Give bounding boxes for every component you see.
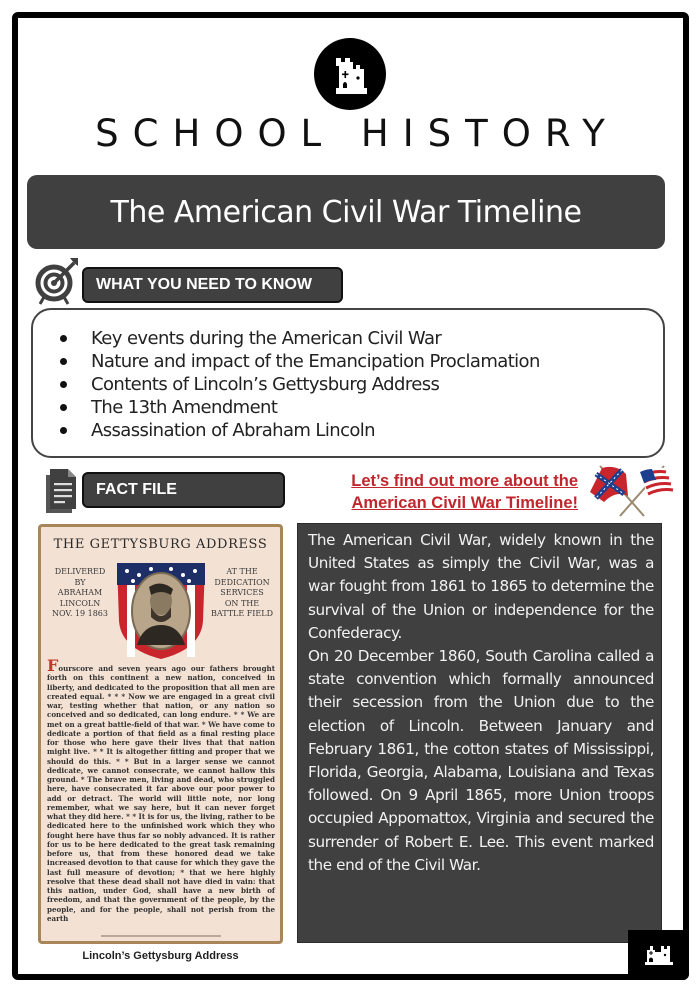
list-item: Key events during the American Civil War [57,327,540,350]
lincoln-portrait-shield [113,561,209,661]
crossed-flags-icon [586,462,678,518]
image-left-caption: DELIVERED BY ABRAHAM LINCOLN NOV. 19 1863 [52,567,108,618]
page-title: The American Civil War Timeline [110,194,582,230]
target-arrow-icon [34,254,84,306]
list-item: The 13th Amendment [57,396,540,419]
list-item: Nature and impact of the Emancipation Proclamation [57,350,540,373]
fact-file-label: FACT FILE [82,472,285,508]
what-you-need-to-know-label: WHAT YOU NEED TO KNOW [82,267,343,303]
fact-paragraph-1: The American Civil War, widely known in the United States as simply the Civil War, was a war fought from 1861 to 1865 to determine the survival of the Union or independence for the Confederacy. [308,531,654,642]
fact-paragraph-2: On 20 December 1860, South Carolina called a state convention which formally announced their secession from the Union due to the election of Lincoln. Between January and February 1861, the cotton states of Mississippi, Florida, Georgia, Alabama, Louisiana and Texas followed. On 9 April 1865, more Union troops occupied Appomattox, Virginia and secured the surrender of Robert E. Lee. This event marked the end of the Civil War. [308,647,654,874]
image-caption: Lincoln’s Gettysburg Address [82,950,239,962]
learning-objectives-box [31,308,665,458]
castle-icon [644,942,674,966]
footer-logo-block [628,930,689,980]
learning-objectives-list [57,327,540,442]
gettysburg-address-image [38,524,283,944]
title-bar [27,175,665,249]
document-icon [42,467,78,515]
list-item: Contents of Lincoln’s Gettysburg Address [57,373,540,396]
cta-line-1: Let’s find out more about the [351,472,578,490]
gettysburg-address-text: Fourscore and seven years ago our fathers brought forth on this continent a new nation, conceived in liberty, and dedicated to the proposition that all men are created equal. * * * Now we are engaged in a great civil war, testing whether that nation, or any nation so conceived and so dedicated, can long endure. * * We are met on a great battle-field of that war. * We have come to dedicate a portion of that field as a final resting place for those who here gave their lives that that nation might live. * * It is altogether fitting and proper that we should do this. * * But in a larger sense we cannot dedicate, we cannot consecrate, we cannot hallow this ground. * The brave men, living and dead, who struggled here, have consecrated it far above our poor power to add or detract. The world will little note, nor long remember, what we say here, but it can never forget what they did here. * * It is for us, the living, rather to be dedicated here to the unfinished work which they who fought here have thus far so nobly advanced. It is rather for us to be here dedicated to the great task remaining before us, that from these honored dead we take increased devotion to that cause for which they gave the last full measure of devotion; * that we here highly resolve that these dead shall not have died in vain: that this nation, under God, shall have a new birth of freedom, and that the government of the people, by the people, and for the people, shall not perish from the earth [47,656,275,923]
brand-name: SCHOOL HISTORY [95,112,619,155]
cta-link[interactable] [330,470,578,514]
fact-text [308,529,654,877]
list-item: Assassination of Abraham Lincoln [57,419,540,442]
image-right-caption: AT THE DEDICATION SERVICES ON THE BATTLE FIELD [210,567,273,618]
castle-icon [314,38,386,110]
cta-line-2: American Civil War Timeline! [351,494,578,512]
castle-logo [314,38,386,110]
image-footer-line [101,935,221,937]
image-title: THE GETTYSBURG ADDRESS [53,537,268,552]
fact-text-box [297,523,662,943]
